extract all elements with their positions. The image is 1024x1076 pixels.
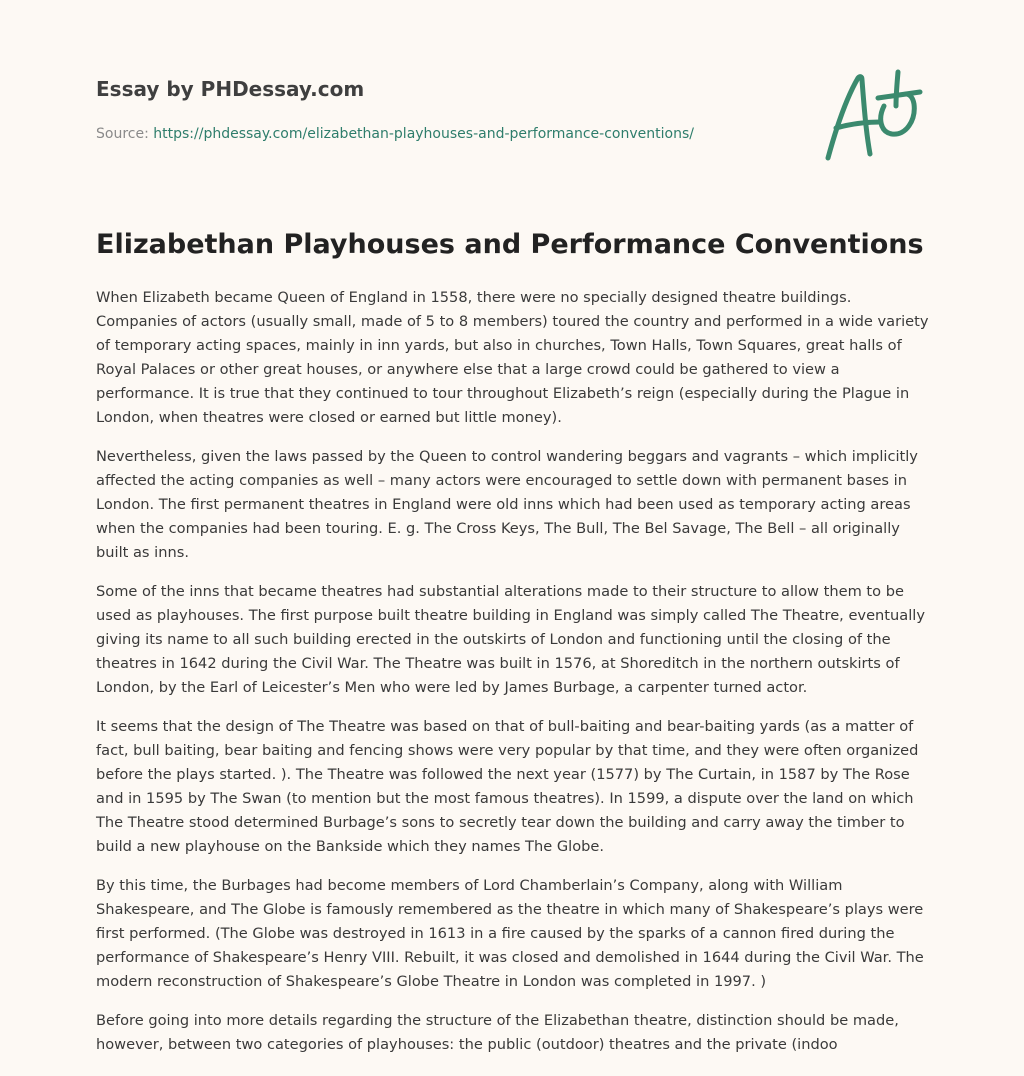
source-line [96, 124, 796, 144]
paragraph-6: Before going into more details regarding the structure of the Elizabethan theatre, distinction should be made, however, between two categories of playhouses: the public (outdoor) theatres and the private (indoo [96, 1012, 899, 1053]
paragraph-5: By this time, the Burbages had become members of Lord Chamberlain’s Company, along with William Shakespeare, and The Globe is famously remembered as the theatre in which many of Shakespeare’s plays were first performed. (The Globe was destroyed in 1613 in a fire caused by the sparks of a cannon fired during the performance of Shakespeare’s Henry VIII. Rebuilt, it was closed and demolished in 1644 during the Civil War. The modern reconstruction of Shakespeare’s Globe Theatre in London was completed in 1997. ) [96, 877, 924, 990]
paragraph-2: Nevertheless, given the laws passed by the Queen to control wandering beggars and vagrants – which implicitly affected the acting companies as well – many actors were encouraged to settle down with permanent bases in London. The first permanent theatres in England were old inns which had been used as temporary acting areas when the companies had been touring. E. g. The Cross Keys, The Bull, The Bel Savage, The Bell – all originally built as inns. [96, 448, 918, 561]
a-plus-logo-icon [820, 66, 930, 166]
paragraph-3: Some of the inns that became theatres had substantial alterations made to their structure to allow them to be used as playhouses. The first purpose built theatre building in England was simply called The Theatre, eventually giving its name to all such building erected in the outskirts of London and functioning until the closing of the theatres in 1642 during the Civil War. The Theatre was built in 1576, at Shoreditch in the northern outskirts of London, by the Earl of Leicester’s Men who were led by James Burbage, a carpenter turned actor. [96, 583, 925, 696]
essay-title: Elizabethan Playhouses and Performance Conventions [96, 229, 924, 260]
source-link[interactable]: https://phdessay.com/elizabethan-playhouses-and-performance-conventions/ [153, 126, 694, 142]
site-title: Essay by PHDessay.com [96, 77, 365, 101]
essay-article [96, 226, 936, 1072]
essay-header [96, 74, 796, 144]
paragraph-1: When Elizabeth became Queen of England in 1558, there were no specially designed theatre buildings. Companies of actors (usually small, made of 5 to 8 members) toured the country and performed in a wide variety of temporary acting spaces, mainly in inn yards, but also in churches, Town Halls, Town Squares, great halls of Royal Palaces or other great houses, or anywhere else that a large crowd could be gathered to view a performance. It is true that they continued to tour throughout Elizabeth’s reign (especially during the Plague in London, when theatres were closed or earned but little money). [96, 289, 929, 426]
paragraph-4: It seems that the design of The Theatre was based on that of bull-baiting and bear-baiting yards (as a matter of fact, bull baiting, bear baiting and fencing shows were very popular by that time, and they were often organized before the plays started. ). The Theatre was followed the next year (1577) by The Curtain, in 1587 by The Rose and in 1595 by The Swan (to mention but the most famous theatres). In 1599, a dispute over the land on which The Theatre stood determined Burbage’s sons to secretly tear down the building and carry away the timber to build a new playhouse on the Bankside which they names The Globe. [96, 718, 919, 855]
source-label: Source: [96, 126, 149, 142]
